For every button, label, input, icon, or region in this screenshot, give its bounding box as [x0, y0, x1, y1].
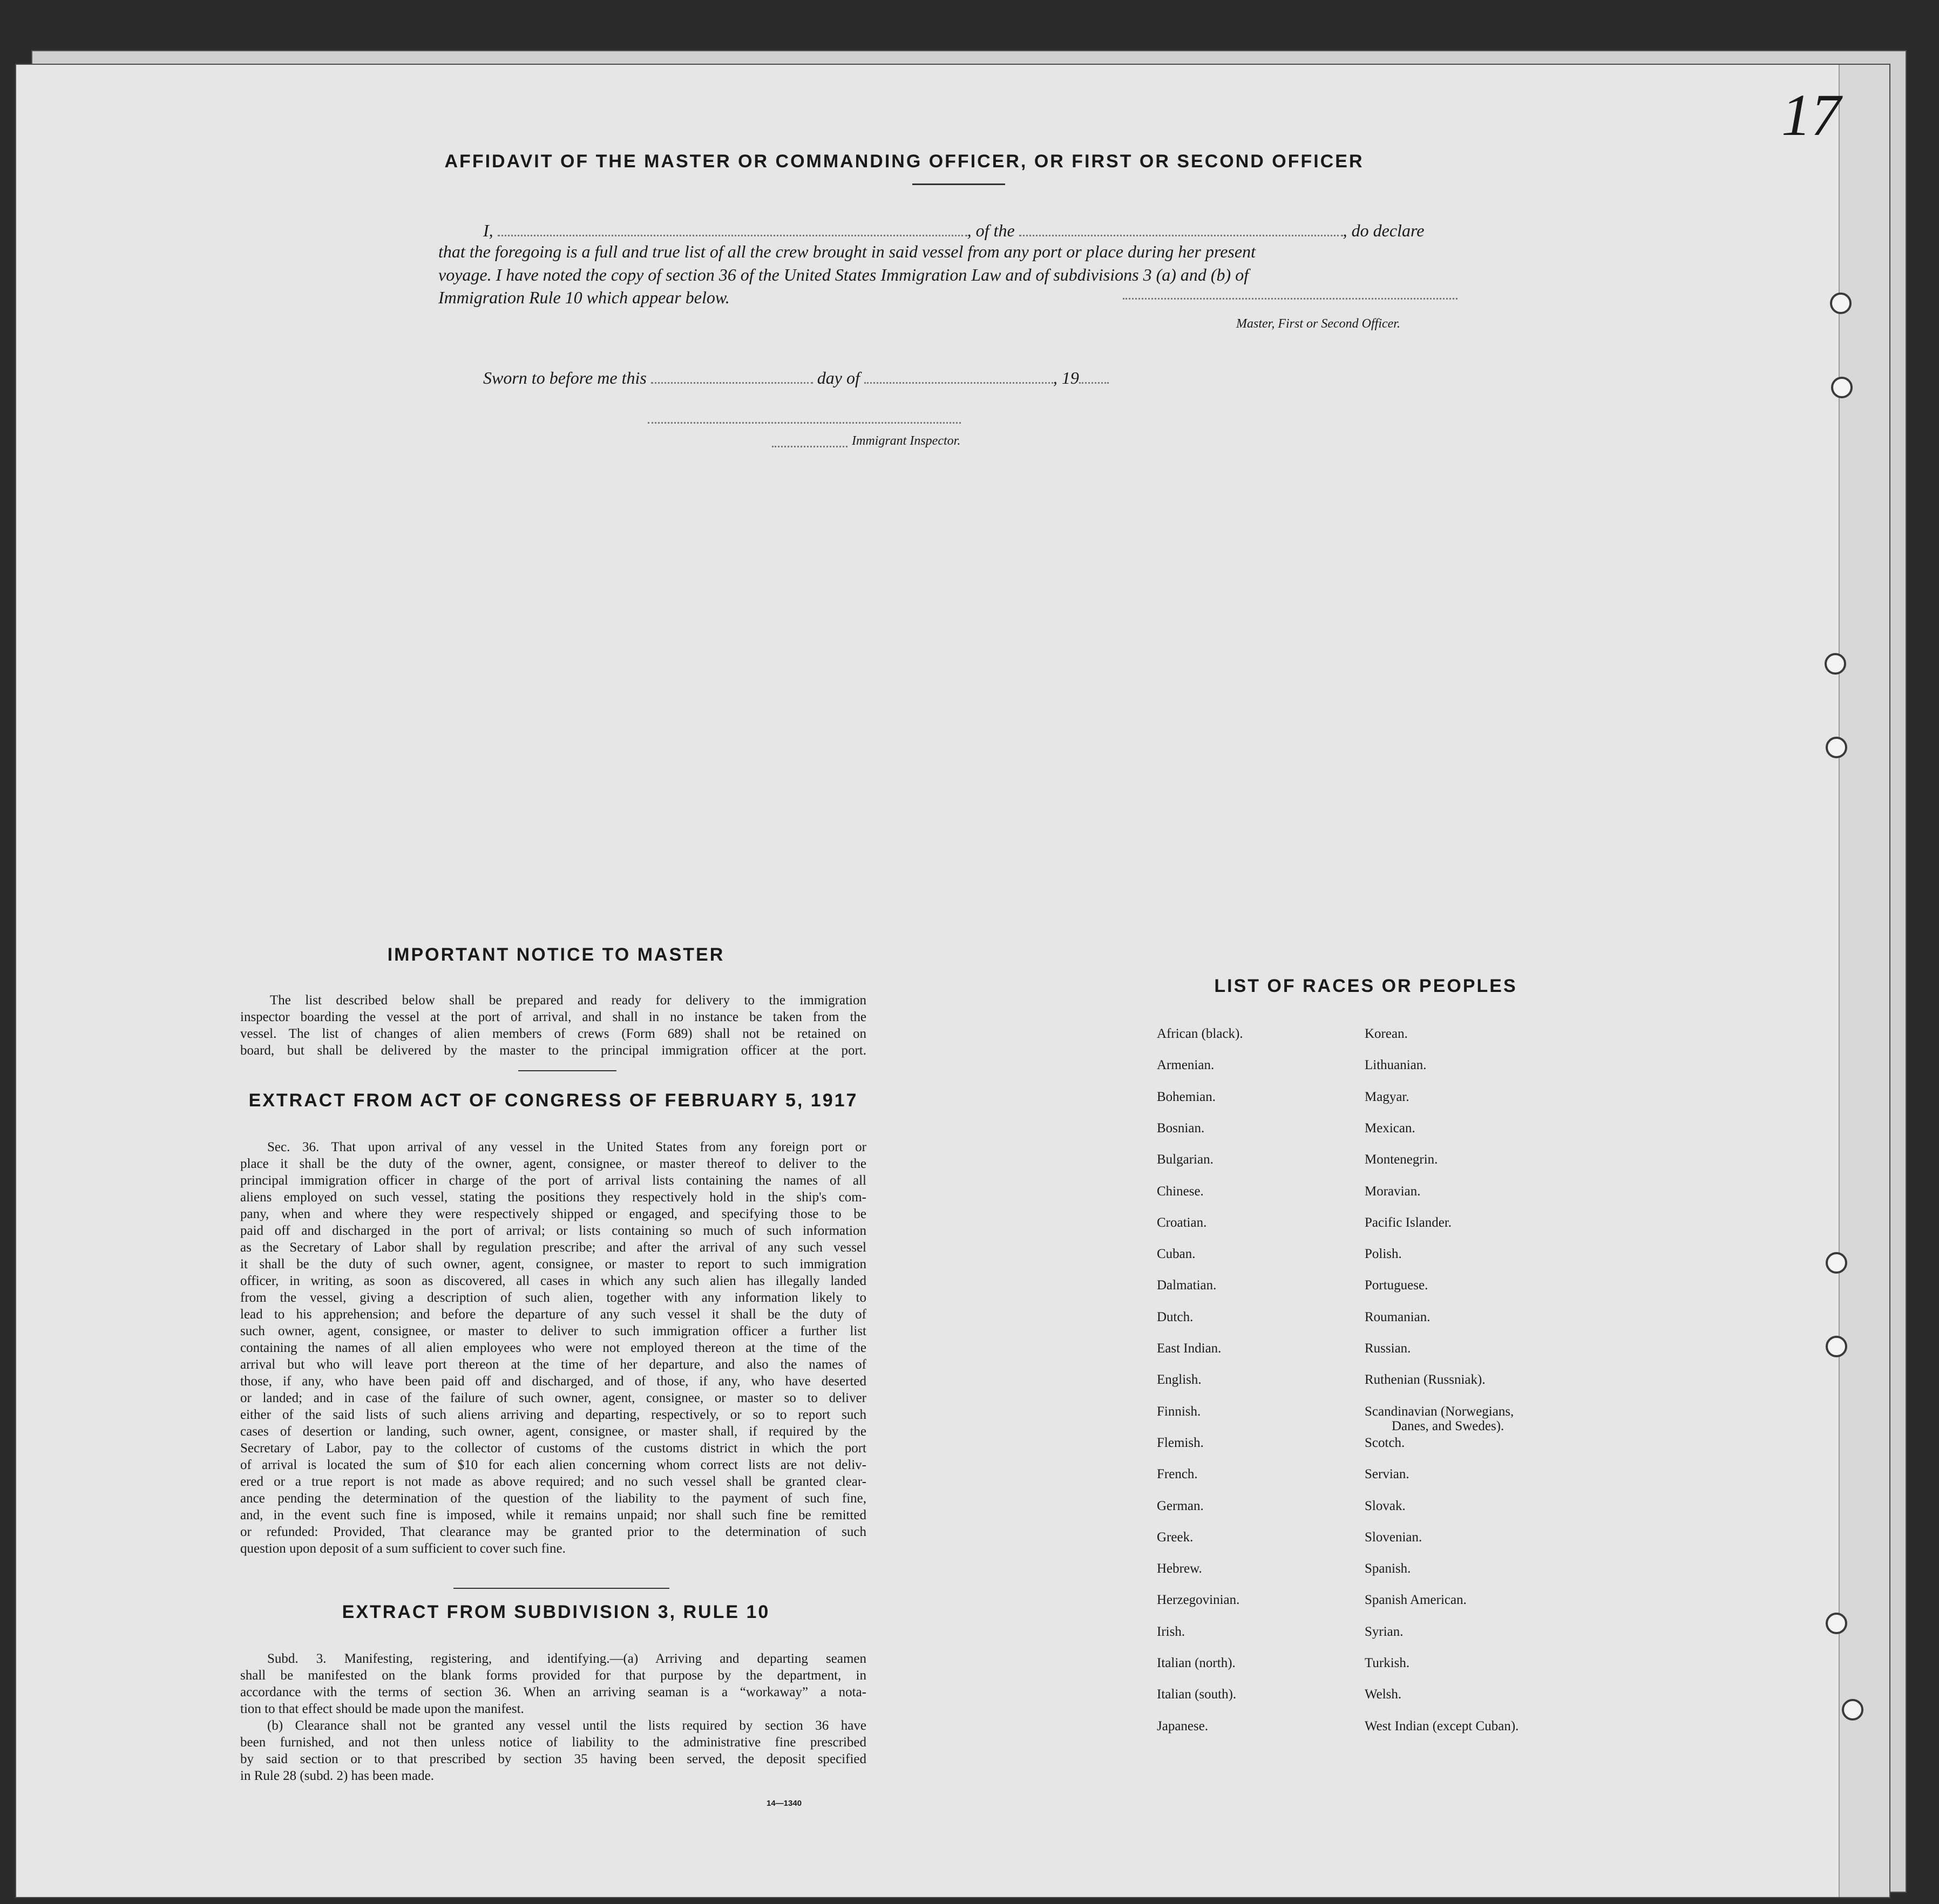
race-item: Scotch. — [1365, 1436, 1405, 1450]
notice-line: inspector boarding the vessel at the port of arrival, and shall in no instance be taken from the — [240, 1010, 866, 1024]
act-rule — [453, 1588, 669, 1589]
act-line: Sec. 36. That upon arrival of any vessel in the United States from any foreign port or — [267, 1140, 866, 1154]
inspector-label: Immigrant Inspector. — [852, 434, 961, 448]
affidavit-rule — [912, 183, 1005, 185]
act-line: it shall be the duty of such owner, agent, consignee, or master to report to such immigration — [240, 1257, 866, 1271]
affidavit-line1 — [483, 219, 1476, 241]
race-item: German. — [1157, 1499, 1204, 1513]
form-number: 14—1340 — [767, 1799, 802, 1808]
race-item: Slovak. — [1365, 1499, 1406, 1513]
race-item: Lithuanian. — [1365, 1058, 1427, 1072]
sworn-line — [483, 366, 1109, 388]
race-item: Japanese. — [1157, 1719, 1209, 1733]
sworn-month-field[interactable] — [864, 366, 1053, 384]
notice-line: vessel. The list of changes of alien members of crews (Form 689) shall not be retained on — [240, 1026, 866, 1041]
act-line: officer, in writing, as soon as discovered, all cases in which any such alien has illegally landed — [240, 1274, 866, 1288]
act-line: of arrival is located the sum of $10 for each alien concerning whom correct lists are not deliv- — [240, 1458, 866, 1472]
race-item: Herzegovinian. — [1157, 1593, 1240, 1607]
race-item: Servian. — [1365, 1467, 1409, 1481]
notice-rule — [518, 1070, 616, 1071]
rule-line: Subd. 3. Manifesting, registering, and identifying.—(a) Arriving and departing seamen — [267, 1651, 866, 1666]
punch-hole — [1831, 377, 1853, 398]
affidavit-title: AFFIDAVIT OF THE MASTER OR COMMANDING OFFICER, OR FIRST OR SECOND OFFICER — [444, 151, 1364, 172]
race-item: French. — [1157, 1467, 1198, 1481]
punch-hole — [1826, 737, 1847, 758]
race-item: East Indian. — [1157, 1341, 1222, 1356]
race-item: Montenegrin. — [1365, 1152, 1438, 1167]
master-signature-label: Master, First or Second Officer. — [1236, 317, 1400, 331]
race-item: Hebrew. — [1157, 1561, 1202, 1576]
rule-line: by said section or to that prescribed by section 35 having been served, the deposit specified — [240, 1752, 866, 1766]
name-field[interactable] — [498, 219, 967, 236]
notice-line: The list described below shall be prepared and ready for delivery to the immigration — [270, 993, 866, 1008]
race-item: Bohemian. — [1157, 1090, 1216, 1104]
race-item: Chinese. — [1157, 1184, 1204, 1199]
affidavit-line3: voyage. I have noted the copy of section 36 of the United States Immigration Law and of subdivisions 3 (a) and (b) of — [438, 265, 1249, 284]
race-item: English. — [1157, 1372, 1202, 1387]
act-line: or landed; and in case of the failure of such owner, agent, consignee, or master so to deliver — [240, 1391, 866, 1405]
punch-hole — [1842, 1699, 1863, 1721]
rule-line: tion to that effect should be made upon the manifest. — [240, 1702, 524, 1716]
act-title: EXTRACT FROM ACT OF CONGRESS OF FEBRUARY 5, 1917 — [248, 1090, 858, 1111]
vessel-field[interactable] — [1019, 219, 1343, 236]
race-item: Roumanian. — [1365, 1310, 1430, 1324]
act-line: from the vessel, giving a description of such alien, together with any information likely to — [240, 1290, 866, 1305]
act-line: arrival but who will leave port thereon at the time of her departure, and also the names of — [240, 1357, 866, 1372]
race-item: Ruthenian (Russniak). — [1365, 1372, 1486, 1387]
act-line: or refunded: Provided, That clearance may be granted prior to the determination of such — [240, 1525, 866, 1539]
race-item: Italian (north). — [1157, 1656, 1236, 1670]
sworn-day-field[interactable] — [651, 366, 813, 384]
race-item: Bosnian. — [1157, 1121, 1205, 1135]
race-item: Italian (south). — [1157, 1687, 1237, 1702]
punch-hole — [1830, 293, 1852, 314]
sworn-year-field[interactable] — [1079, 366, 1109, 384]
master-signature-line[interactable] — [1123, 298, 1457, 300]
do-declare-label: , do declare — [1343, 221, 1425, 240]
rule-line: been furnished, and not then unless notice of liability to the administrative fine prescribed — [240, 1735, 866, 1750]
race-item: West Indian (except Cuban). — [1365, 1719, 1519, 1733]
race-item: Finnish. — [1157, 1404, 1201, 1419]
race-item: Flemish. — [1157, 1436, 1204, 1450]
act-text — [240, 1139, 866, 1557]
race-item: Moravian. — [1365, 1184, 1421, 1199]
race-item: Armenian. — [1157, 1058, 1215, 1072]
act-line: such owner, agent, consignee, or master to deliver to such immigration officer a further list — [240, 1324, 866, 1338]
act-line: and, in the event such fine is imposed, while it remains unpaid; nor shall such fine be remitted — [240, 1508, 866, 1522]
act-line: place it shall be the duty of the owner, agent, consignee, or master thereof to deliver to the — [240, 1157, 866, 1171]
act-line: paid off and discharged in the port of arrival; or lists containing so much of such information — [240, 1223, 866, 1238]
punch-hole — [1826, 1336, 1847, 1357]
inspector-signature-line[interactable] — [648, 422, 961, 424]
i-label: I, — [483, 221, 493, 240]
rule-line: (b) Clearance shall not be granted any vessel until the lists required by section 36 have — [267, 1718, 866, 1733]
punch-hole — [1825, 653, 1846, 675]
act-line: cases of desertion or landing, such owner, agent, consignee, or master shall, if required by the — [240, 1424, 866, 1439]
act-line: ered or a true report is not made as above required; and no such vessel shall be granted clear- — [240, 1474, 866, 1489]
race-item: Russian. — [1365, 1341, 1411, 1356]
act-line: lead to his apprehension; and before the departure of any such vessel it shall be the duty of — [240, 1307, 866, 1322]
inspector-dotted-lead — [772, 446, 848, 447]
act-line: aliens employed on such vessel, stating the positions they respectively hold in the ship's com- — [240, 1190, 866, 1205]
rule-text — [240, 1650, 866, 1784]
act-line: containing the names of all alien employees who were not employed thereon at the time of the — [240, 1341, 866, 1355]
notice-title: IMPORTANT NOTICE TO MASTER — [387, 944, 725, 965]
race-item: Pacific Islander. — [1365, 1215, 1452, 1230]
punch-hole — [1826, 1252, 1847, 1274]
rule-line: accordance with the terms of section 36. When an arriving seaman is a “workaway” a nota- — [240, 1685, 866, 1699]
punch-hole — [1826, 1613, 1847, 1634]
race-item: Korean. — [1365, 1026, 1408, 1041]
affidavit-line4: Immigration Rule 10 which appear below. — [438, 288, 730, 307]
affidavit-line2: that the foregoing is a full and true list of all the crew brought in said vessel from any port or place during her present — [438, 242, 1256, 261]
act-line: as the Secretary of Labor shall by regulation prescribe; and after the arrival of any such vessel — [240, 1240, 866, 1255]
race-item: Bulgarian. — [1157, 1152, 1213, 1167]
race-item: Dalmatian. — [1157, 1278, 1217, 1293]
race-item: Magyar. — [1365, 1090, 1409, 1104]
act-line: either of the said lists of such aliens arriving and departing, respectively, or so to report such — [240, 1407, 866, 1422]
act-line: question upon deposit of a sum sufficient to cover such fine. — [240, 1541, 566, 1556]
act-line: Secretary of Labor, pay to the collector of customs of the customs district in which the port — [240, 1441, 866, 1456]
act-line: those, if any, who have been paid off and discharged, and of those, if any, who have deserted — [240, 1374, 866, 1389]
race-item: African (black). — [1157, 1026, 1243, 1041]
notice-text — [240, 992, 866, 1059]
race-item: Dutch. — [1157, 1310, 1194, 1324]
rule-title: EXTRACT FROM SUBDIVISION 3, RULE 10 — [342, 1602, 770, 1622]
race-item: Slovenian. — [1365, 1530, 1422, 1545]
rule-line: in Rule 28 (subd. 2) has been made. — [240, 1769, 434, 1783]
act-line: ance pending the determination of the question of the liability to the payment of such fine, — [240, 1491, 866, 1506]
race-item: Polish. — [1365, 1247, 1402, 1261]
race-item: Croatian. — [1157, 1215, 1207, 1230]
race-item: Irish. — [1157, 1624, 1185, 1639]
notice-line: board, but shall be delivered by the master to the principal immigration officer at the port. — [240, 1043, 866, 1058]
race-item: Spanish American. — [1365, 1593, 1467, 1607]
race-item-continuation: Danes, and Swedes). — [1392, 1419, 1504, 1433]
race-item: Turkish. — [1365, 1656, 1410, 1670]
race-item: Scandinavian (Norwegians, — [1365, 1404, 1514, 1419]
race-item: Portuguese. — [1365, 1278, 1428, 1293]
sworn-label: Sworn to before me this — [483, 368, 647, 387]
race-item: Cuban. — [1157, 1247, 1196, 1261]
race-item: Welsh. — [1365, 1687, 1402, 1702]
act-line: pany, when and where they were respectively shipped or engaged, and specifying those to be — [240, 1207, 866, 1221]
rule-line: shall be manifested on the blank forms provided for that purpose by the department, in — [240, 1668, 866, 1683]
year-label: , 19 — [1053, 368, 1079, 387]
day-of-label: day of — [817, 368, 860, 387]
race-item: Syrian. — [1365, 1624, 1404, 1639]
race-item: Greek. — [1157, 1530, 1194, 1545]
act-line: principal immigration officer in charge of the port of arrival lists containing the names of all — [240, 1173, 866, 1188]
of-the-label: , of the — [967, 221, 1015, 240]
race-item: Spanish. — [1365, 1561, 1411, 1576]
races-title: LIST OF RACES OR PEOPLES — [1214, 976, 1517, 996]
race-item: Mexican. — [1365, 1121, 1415, 1135]
page-number: 17 — [1781, 82, 1841, 148]
